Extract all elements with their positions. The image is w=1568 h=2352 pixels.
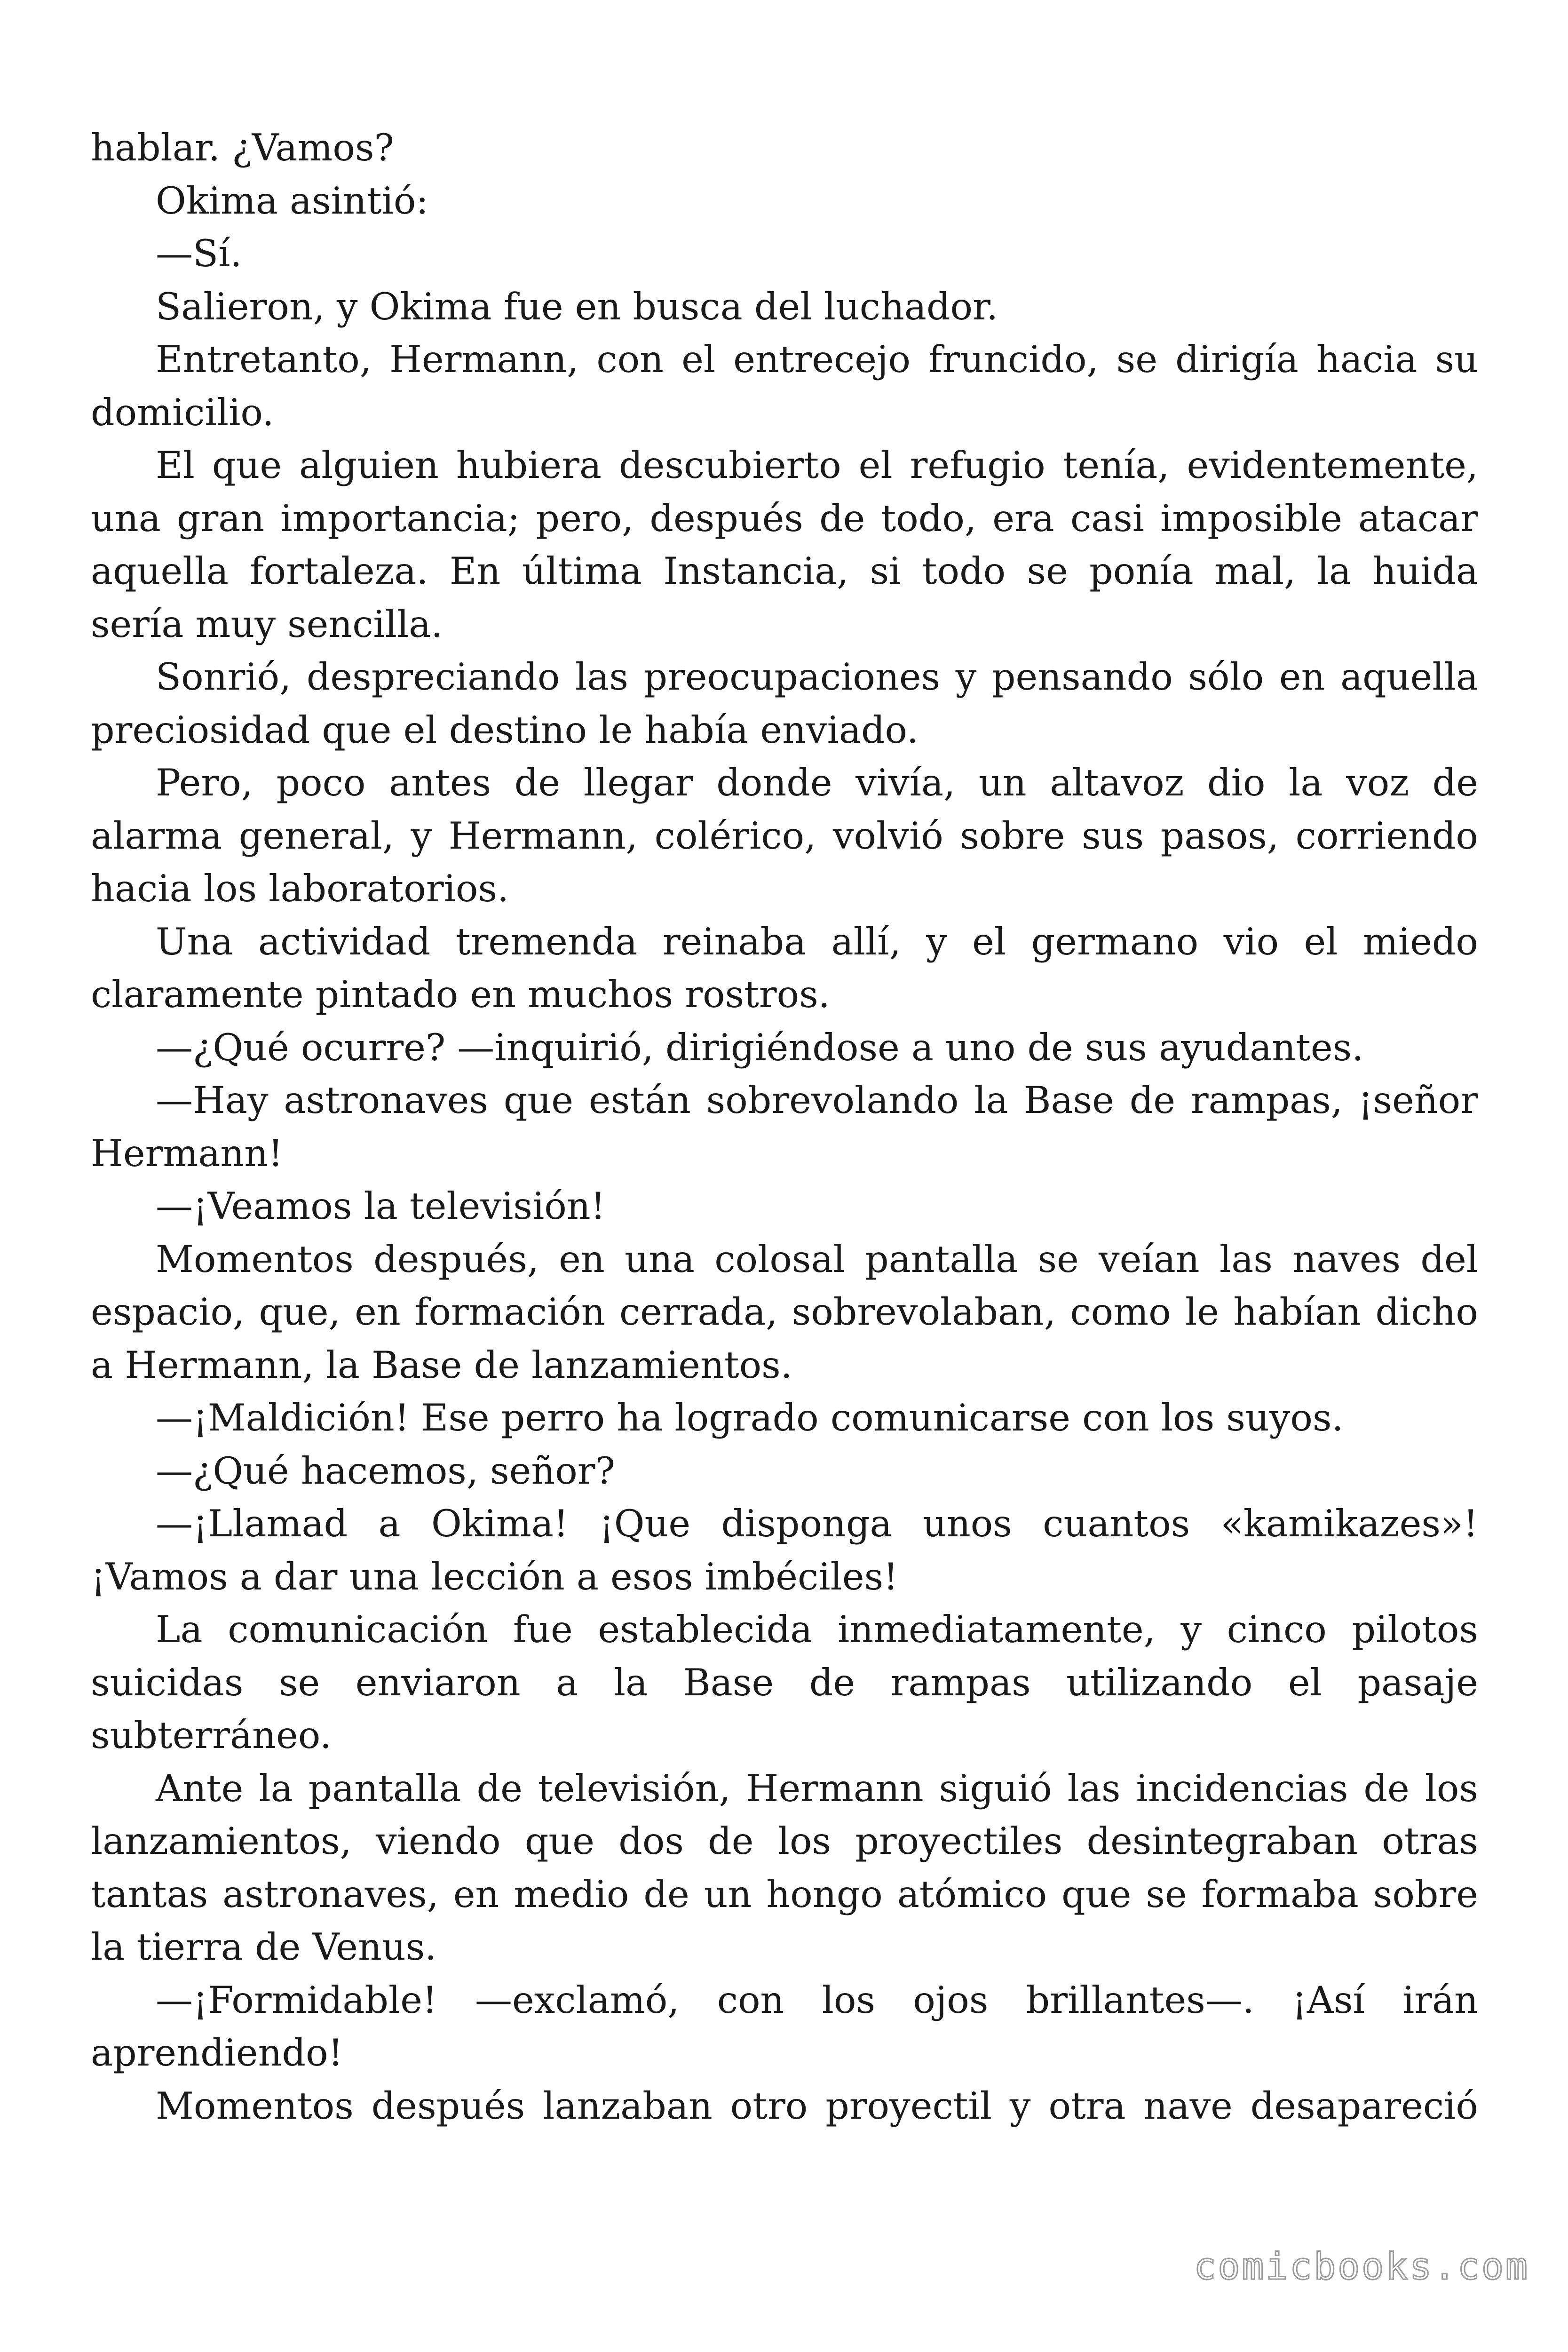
paragraph: hablar. ¿Vamos? bbox=[91, 126, 394, 169]
paragraph: —Hay astronaves que están sobrevolando la Base de rampas, ¡señor Hermann! bbox=[91, 1079, 1478, 1175]
paragraph: El que alguien hubiera descubierto el refugio tenía, evidentemente, una gran importancia; pero, después de todo, era casi imposible atacar aquella fortaleza. En última Instancia, si todo se ponía mal, la huida sería muy sencilla. bbox=[91, 444, 1478, 646]
paragraph: Ante la pantalla de televisión, Hermann siguió las incidencias de los lanzamientos, viendo que dos de los proyectiles desintegraban otras tantas astronaves, en medio de un hongo atómico que se formaba sobre la tierra de Venus. bbox=[91, 1766, 1478, 1969]
paragraph: Salieron, y Okima fue en busca del luchador. bbox=[156, 285, 998, 328]
paragraph: Momentos después lanzaban otro proyectil y otra nave desapareció bbox=[156, 2084, 1478, 2128]
paragraph: —¿Qué hacemos, señor? bbox=[156, 1449, 615, 1493]
paragraph: —¡Veamos la televisión! bbox=[156, 1184, 606, 1228]
watermark-text: comicbooks.com bbox=[1194, 2246, 1529, 2288]
paragraph: —¡Formidable! —exclamó, con los ojos brillantes—. ¡Así irán aprendiendo! bbox=[91, 1978, 1478, 2074]
page-body-text bbox=[91, 121, 1478, 2132]
paragraph: La comunicación fue establecida inmediatamente, y cinco pilotos suicidas se enviaron a la Base de rampas utilizando el pasaje subterráneo. bbox=[91, 1608, 1478, 1757]
paragraph: Momentos después, en una colosal pantalla se veían las naves del espacio, que, en formación cerrada, sobrevolaban, como le habían dicho a Hermann, la Base de lanzamientos. bbox=[91, 1237, 1478, 1387]
paragraph: —¡Maldición! Ese perro ha logrado comunicarse con los suyos. bbox=[156, 1396, 1344, 1439]
paragraph: Pero, poco antes de llegar donde vivía, un altavoz dio la voz de alarma general, y Hermann, colérico, volvió sobre sus pasos, corriendo hacia los laboratorios. bbox=[91, 761, 1478, 910]
paragraph: Entretanto, Hermann, con el entrecejo fruncido, se dirigía hacia su domicilio. bbox=[91, 338, 1478, 434]
paragraph: Una actividad tremenda reinaba allí, y el germano vio el miedo claramente pintado en muchos rostros. bbox=[91, 920, 1478, 1016]
paragraph: Sonrió, despreciando las preocupaciones y pensando sólo en aquella preciosidad que el destino le había enviado. bbox=[91, 655, 1478, 752]
paragraph: Okima asintió: bbox=[156, 179, 429, 222]
paragraph: —¡Llamad a Okima! ¡Que disponga unos cuantos «kamikazes»! ¡Vamos a dar una lección a esos imbéciles! bbox=[91, 1502, 1478, 1598]
paragraph: —Sí. bbox=[156, 232, 242, 275]
paragraph: —¿Qué ocurre? —inquirió, dirigiéndose a uno de sus ayudantes. bbox=[156, 1025, 1364, 1069]
